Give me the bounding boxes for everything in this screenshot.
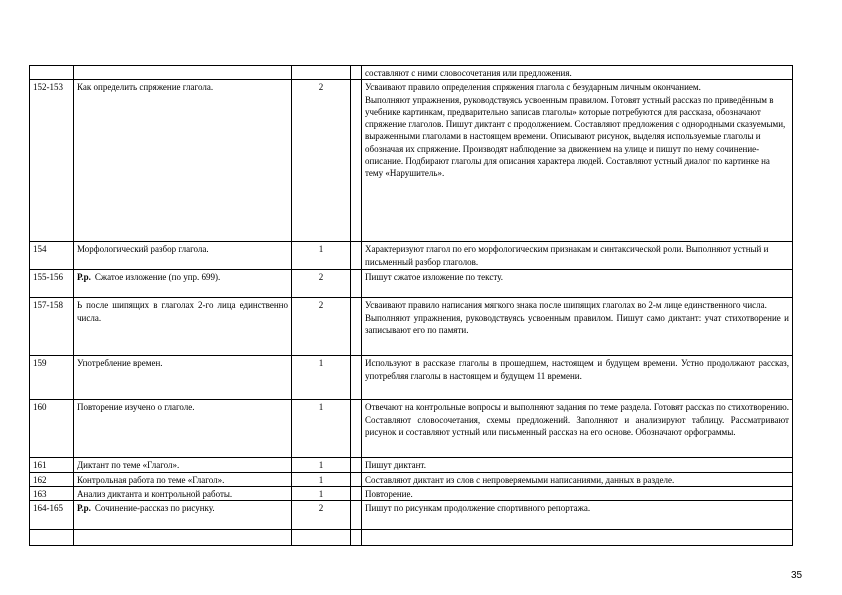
hours-cell: [292, 530, 351, 546]
topic-cell: Как определить спряжение глагола.: [74, 80, 292, 242]
activity-text: Выполняют упражнения, руководствуясь усвоенным правилом. Готовят устный рассказ по приведённым в учебнике картинкам, предварительно записав глаголы» которые потребуются для рассказа, обозначают спряжение глаголов. Пишут диктант с продолжением. Составляют предложения с однородными сказуемыми, выраженными глаголами в настоящем времени. Описывают рисунок, выделяя используемые глаголы и обозначая их спряжение. Производят наблюдение за движением на улице и пишут по нему сочинение- описание. Подбирают глаголы для описания характера людей. Составляют устный диалог по картинке на тему «Нарушитель».: [365, 94, 786, 179]
table-row: [30, 530, 793, 546]
hours-cell: 1: [292, 458, 351, 472]
topic-cell: [74, 501, 292, 530]
lesson-number-cell: 159: [30, 356, 74, 400]
hours-cell: 1: [292, 486, 351, 500]
topic-cell: Повторение изучено о глаголе.: [74, 400, 292, 458]
topic-text: Сочинение-рассказ по рисунку.: [94, 503, 215, 514]
blank-cell: [351, 530, 362, 546]
lesson-plan-table: [29, 65, 793, 546]
activity-text: Выполняют упражнения, руководствуясь усвоенным правилом. Пишут само диктант: учат стихотворение и записывают его по памяти.: [365, 312, 789, 335]
topic-cell: Анализ диктанта и контрольной работы.: [74, 486, 292, 500]
blank-cell: [351, 66, 362, 80]
lesson-number-cell: 161: [30, 458, 74, 472]
hours-cell: 2: [292, 80, 351, 242]
activity-cell: [362, 501, 793, 530]
activity-text: Составляют диктант из слов с непроверяемыми написаниями, данных в разделе.: [365, 474, 675, 485]
blank-cell: [351, 472, 362, 486]
topic-cell: [74, 530, 292, 546]
table-row: [30, 270, 793, 298]
activity-cell: [362, 298, 793, 356]
blank-cell: [351, 486, 362, 500]
page-number: 35: [791, 570, 803, 581]
table-row: [30, 242, 793, 270]
activity-cell: [362, 66, 793, 80]
activity-cell: [362, 472, 793, 486]
activity-text: Усваивают правило написания мягкого знака после шипящих глаголах во 2-м лице единственного числа.: [365, 300, 767, 311]
speech-development-label: Р.р.: [77, 503, 91, 514]
activity-cell: [362, 400, 793, 458]
activity-text: Пишут диктант.: [365, 460, 426, 471]
topic-cell: Диктант по теме «Глагол».: [74, 458, 292, 472]
topic-cell: [74, 66, 292, 80]
table-row: [30, 80, 793, 242]
blank-cell: [351, 501, 362, 530]
hours-cell: 2: [292, 270, 351, 298]
hours-cell: 2: [292, 501, 351, 530]
activity-cell: [362, 242, 793, 270]
topic-cell: Морфологический разбор глагола.: [74, 242, 292, 270]
activity-cell: [362, 80, 793, 242]
activity-text: Усваивают правило определения спряжения глагола с безударным личным окончанием.: [365, 82, 701, 93]
table-body: [30, 66, 793, 546]
blank-cell: [351, 80, 362, 242]
table-row: [30, 472, 793, 486]
activity-text: Пишут сжатое изложение по тексту.: [365, 272, 503, 283]
activity-cell: [362, 356, 793, 400]
hours-cell: 1: [292, 242, 351, 270]
activity-text: Пишут по рисункам продолжение спортивного репортажа.: [365, 503, 591, 514]
lesson-number-cell: 152-153: [30, 80, 74, 242]
lesson-number-cell: 155-156: [30, 270, 74, 298]
table-row: [30, 458, 793, 472]
hours-cell: 2: [292, 298, 351, 356]
activity-text: составляют с ними словосочетания или предложения.: [365, 68, 572, 78]
activity-text: Характеризуют глагол по его морфологическим признакам и синтаксической роли. Выполняют устный и письменный разбор глаголов.: [365, 244, 769, 267]
speech-development-label: Р.р.: [77, 272, 91, 283]
blank-cell: [351, 356, 362, 400]
blank-cell: [351, 270, 362, 298]
topic-cell: Употребление времен.: [74, 356, 292, 400]
topic-text: Сжатое изложение (по упр. 699).: [94, 272, 221, 283]
lesson-number-cell: 162: [30, 472, 74, 486]
lesson-number-cell: 157-158: [30, 298, 74, 356]
topic-cell: [74, 270, 292, 298]
blank-cell: [351, 298, 362, 356]
blank-cell: [351, 400, 362, 458]
hours-cell: 1: [292, 356, 351, 400]
table-row: [30, 356, 793, 400]
lesson-number-cell: 163: [30, 486, 74, 500]
topic-cell: Контрольная работа по теме «Глагол».: [74, 472, 292, 486]
hours-cell: 1: [292, 472, 351, 486]
lesson-number-cell: [30, 66, 74, 80]
lesson-number-cell: 164-165: [30, 501, 74, 530]
table-row: [30, 501, 793, 530]
lesson-number-cell: 154: [30, 242, 74, 270]
activity-text: Отвечают на контрольные вопросы и выполняют задания по теме раздела. Готовят рассказ по стихотворению. Составляют словосочетания, схемы предложений. Заполняют и анализируют таблицу. Рассматривают рисунок и составляют устный или письменный рассказ на его основе. Обозначают орфограммы.: [365, 402, 789, 437]
table-row: [30, 298, 793, 356]
topic-cell: Ь после шипящих в глаголах 2-го лица единственно числа.: [74, 298, 292, 356]
blank-cell: [351, 242, 362, 270]
lesson-number-cell: 160: [30, 400, 74, 458]
table-row: [30, 486, 793, 500]
table-row: [30, 400, 793, 458]
lesson-number-cell: [30, 530, 74, 546]
hours-cell: [292, 66, 351, 80]
activity-cell: [362, 486, 793, 500]
activity-text: Повторение.: [365, 488, 413, 499]
activity-text: Используют в рассказе глаголы в прошедшем, настоящем и будущем времени. Устно продолжают рассказ, употребляя глаголы в настоящем и будущем 11 времени.: [365, 358, 789, 381]
blank-cell: [351, 458, 362, 472]
hours-cell: 1: [292, 400, 351, 458]
table-row: [30, 66, 793, 80]
activity-cell: [362, 458, 793, 472]
activity-cell: [362, 270, 793, 298]
activity-cell: [362, 530, 793, 546]
